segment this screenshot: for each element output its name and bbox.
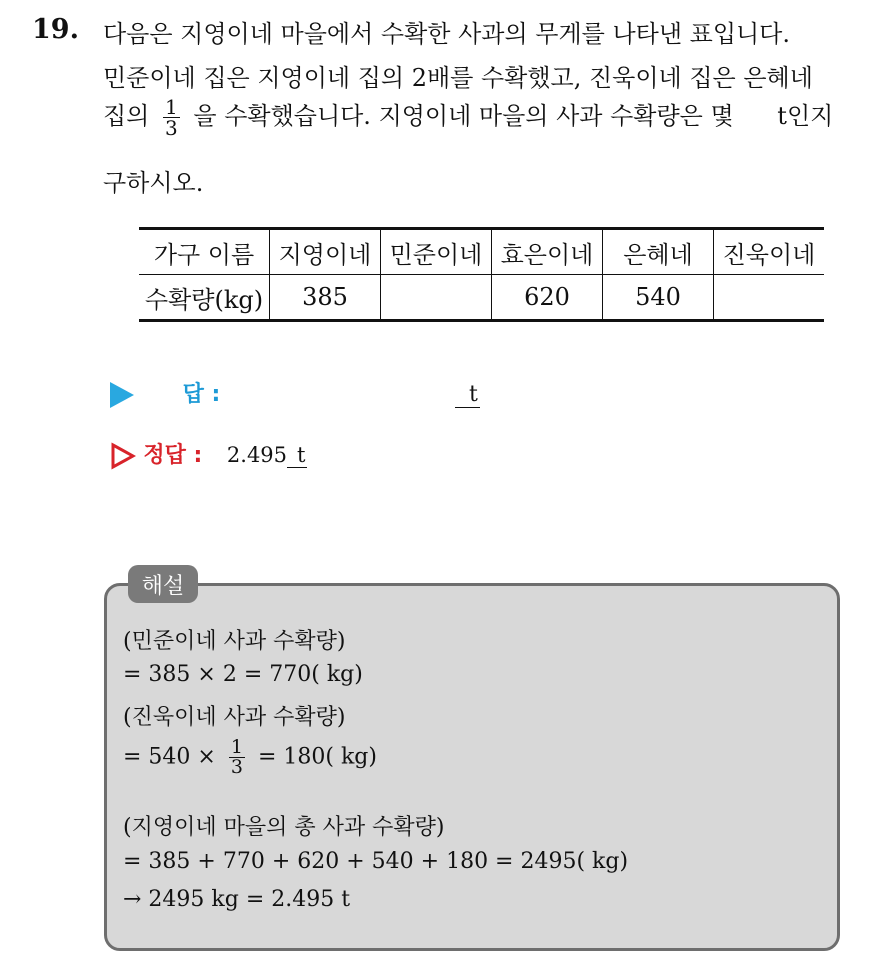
table-cell bbox=[714, 275, 825, 321]
answer-row bbox=[110, 377, 480, 408]
table-cell bbox=[381, 275, 492, 321]
table-header-cell: 지영이네 bbox=[270, 229, 381, 275]
solution-line: = 385 + 770 + 620 + 540 + 180 = 2495( kg) bbox=[123, 849, 629, 874]
question-line-3-middle: 을 수확했습니다. 지영이네 마을의 사과 수확량은 몇 bbox=[193, 102, 734, 130]
solution-fraction-end: = 180( kg) bbox=[257, 744, 377, 770]
solution-line: (민준이네 사과 수확량) bbox=[123, 629, 346, 654]
solution-fraction-numerator: 1 bbox=[230, 736, 243, 758]
table-header-cell: 은혜네 bbox=[603, 229, 714, 275]
question-unit: t bbox=[777, 102, 787, 130]
solution-fraction bbox=[229, 738, 245, 777]
answer-label: 답 : bbox=[182, 382, 221, 407]
harvest-table bbox=[139, 227, 824, 322]
table-header-cell: 민준이네 bbox=[381, 229, 492, 275]
question-line-4: 구하시오. bbox=[103, 169, 204, 197]
table-header-row bbox=[139, 229, 824, 275]
solution-fraction-denominator: 3 bbox=[230, 756, 243, 778]
correct-answer-unit: t bbox=[287, 443, 307, 468]
play-outline-icon bbox=[110, 442, 136, 470]
question-line-3 bbox=[103, 96, 833, 138]
table-cell: 620 bbox=[492, 275, 603, 321]
correct-answer-row bbox=[110, 438, 307, 470]
question-line-3-end: 인지 bbox=[786, 102, 834, 130]
solution-tag: 해설 bbox=[128, 565, 198, 603]
question-fraction-numerator: 1 bbox=[165, 95, 178, 119]
solution-line: → 2495 kg = 2.495 t bbox=[123, 887, 351, 912]
table-cell: 수확량(kg) bbox=[139, 275, 270, 321]
question-line-2: 민준이네 집은 지영이네 집의 2배를 수확했고, 진욱이네 집은 은혜네 bbox=[103, 64, 813, 92]
solution-fraction-start: = 540 × bbox=[123, 744, 216, 770]
solution-fraction-line bbox=[123, 738, 377, 777]
table-cell: 540 bbox=[603, 275, 714, 321]
correct-answer-value: 2.495 bbox=[226, 443, 288, 467]
solution-line: = 385 × 2 = 770( kg) bbox=[123, 662, 363, 687]
solution-line: (진욱이네 사과 수확량) bbox=[123, 705, 346, 730]
question-fraction bbox=[163, 97, 180, 138]
table-header-cell: 진욱이네 bbox=[714, 229, 825, 275]
question-fraction-denominator: 3 bbox=[165, 116, 178, 140]
table-header-cell: 가구 이름 bbox=[139, 229, 270, 275]
answer-unit-blank[interactable]: t bbox=[455, 382, 480, 408]
solution-line: (지영이네 마을의 총 사과 수확량) bbox=[123, 815, 445, 840]
question-line-1: 다음은 지영이네 마을에서 수확한 사과의 무게를 나타낸 표입니다. bbox=[103, 20, 790, 48]
question-number: 19. bbox=[32, 14, 79, 45]
question-line-3-start: 집의 bbox=[103, 102, 150, 130]
correct-answer-label: 정답 : bbox=[143, 443, 203, 468]
table-cell: 385 bbox=[270, 275, 381, 321]
table-header-cell: 효은이네 bbox=[492, 229, 603, 275]
play-arrow-icon bbox=[110, 382, 134, 408]
table-row bbox=[139, 275, 824, 321]
